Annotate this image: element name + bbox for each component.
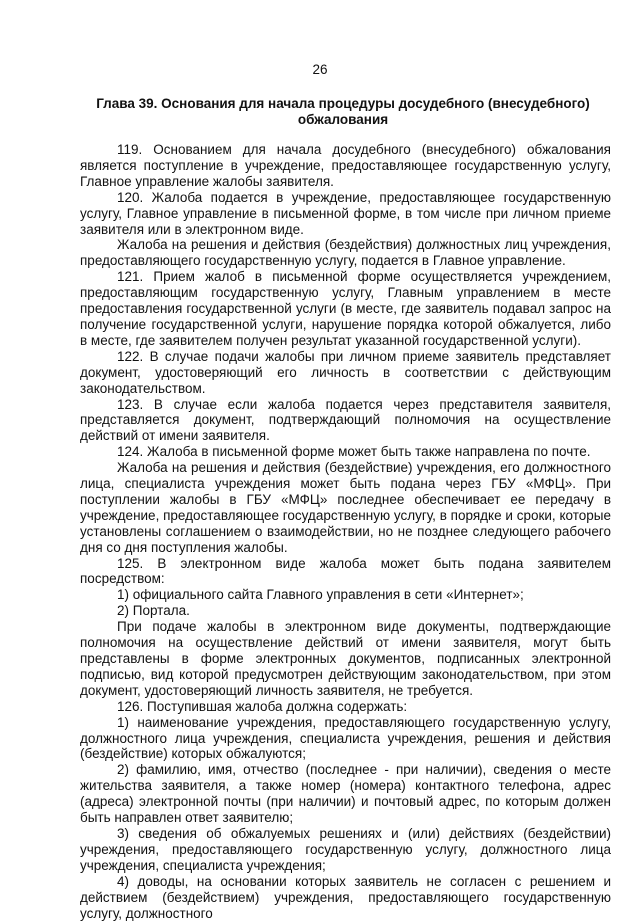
paragraph-120-note: Жалоба на решения и действия (бездействия) должностных лиц учреждения, предоставляющего государственную услугу, подается в Главное управление. bbox=[80, 237, 611, 269]
page-number: 26 bbox=[312, 62, 328, 77]
paragraph-124-mfc: Жалоба на решения и действия (бездействие) учреждения, его должностного лица, специалиста учреждения может быть подана через ГБУ «МФЦ». При поступлении жалобы в ГБУ «МФЦ» последнее обеспечивает ее передачу в учреждение, предоставляющее государственную услугу, в порядке и сроки, которые установлены соглашением о взаимодействии, но не позднее следующего рабочего дня со дня поступления жалобы. bbox=[80, 460, 611, 555]
paragraph-126-item-4: 4) доводы, на основании которых заявитель не согласен с решением и действием (бездействием) учреждения, предоставляющего государственную услугу, должностного bbox=[80, 873, 611, 921]
paragraph-119: 119. Основанием для начала досудебного (внесудебного) обжалования является поступление в учреждение, предоставляющее государственную услугу, Главное управление жалобы заявителя. bbox=[80, 142, 611, 189]
paragraph-126-item-2: 2) фамилию, имя, отчество (последнее - при наличии), сведения о месте жительства заявителя, а также номер (номера) контактного телефона, адрес (адреса) электронной почты (при наличии) и почтовый адрес, по которым должен быть направлен ответ заявителю; bbox=[80, 762, 611, 826]
chapter-body bbox=[80, 142, 611, 921]
chapter-title: Глава 39. Основания для начала процедуры досудебного (внесудебного) обжалования bbox=[96, 96, 590, 127]
paragraph-126-item-1: 1) наименование учреждения, предоставляющего государственную услугу, должностного лица учреждения, специалиста учреждения, решения и действия (бездействие) которых обжалуются; bbox=[80, 714, 611, 762]
paragraph-125: 125. В электронном виде жалоба может быть подана заявителем посредством: bbox=[80, 555, 611, 587]
paragraph-120: 120. Жалоба подается в учреждение, предоставляющее государственную услугу, Главное управление в письменной форме, в том числе при личном приеме заявителя или в электронном виде. bbox=[80, 189, 611, 237]
paragraph-126: 126. Поступившая жалоба должна содержать: bbox=[117, 698, 408, 714]
paragraph-123: 123. В случае если жалоба подается через представителя заявителя, представляется документ, подтверждающий полномочия на осуществление действий от имени заявителя. bbox=[80, 396, 611, 444]
paragraph-125-item-2: 2) Портала. bbox=[117, 603, 190, 619]
paragraph-121: 121. Прием жалоб в письменной форме осуществляется учреждением, предоставляющим государственную услугу, Главным управлением в месте предоставления государственной услуги (в месте, где заявитель подавал запрос на получение государственной услуги, нарушение порядка которой обжалуется, либо в месте, где заявителем получен результат указанной государственной услуги). bbox=[80, 269, 611, 348]
paragraph-122: 122. В случае подачи жалобы при личном приеме заявитель представляет документ, удостоверяющий его личность в соответствии с действующим законодательством. bbox=[80, 348, 611, 396]
paragraph-124: 124. Жалоба в письменной форме может быть также направлена по почте. bbox=[117, 444, 591, 460]
paragraph-125-note: При подаче жалобы в электронном виде документы, подтверждающие полномочия на осуществление действий от имени заявителя, могут быть представлены в форме электронных документов, подписанных электронной подписью, вид которой предусмотрен действующим законодательством, при этом документ, удостоверяющий личность заявителя, не требуется. bbox=[80, 619, 611, 698]
paragraph-125-item-1: 1) официального сайта Главного управления в сети «Интернет»; bbox=[117, 587, 524, 603]
paragraph-126-item-3: 3) сведения об обжалуемых решениях и (или) действиях (бездействии) учреждения, предоставляющего государственную услугу, должностного лица учреждения, специалиста учреждения; bbox=[80, 825, 611, 873]
